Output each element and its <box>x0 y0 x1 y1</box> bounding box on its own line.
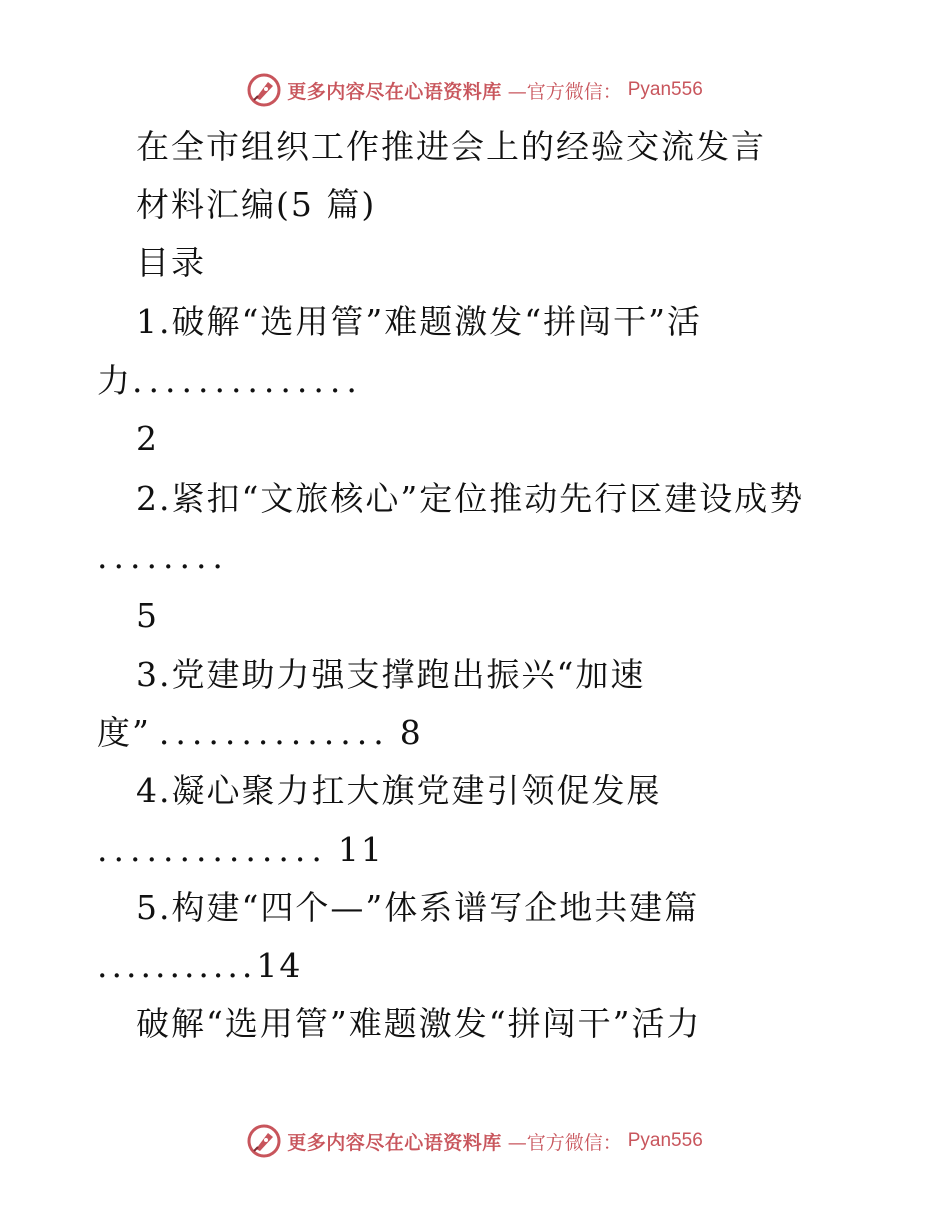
toc-item-3-page: 8 <box>399 713 423 752</box>
toc-item-3-title: 3.党建助力强支撑跑出振兴“加速 <box>136 655 646 694</box>
toc-heading: 目录 <box>136 243 206 282</box>
toc-item-4-dots: .............. <box>97 830 328 869</box>
watermark-footer <box>0 1121 950 1161</box>
pen-nib-logo-icon <box>247 1124 281 1158</box>
toc-item-4-page: 11 <box>337 830 384 869</box>
toc-item-4-leader <box>97 830 384 870</box>
watermark-header <box>0 70 950 110</box>
document-title-line1: 在全市组织工作推进会上的经验交流发言 <box>136 127 766 166</box>
toc-item-5-dots: ........... <box>97 946 257 985</box>
section-heading: 破解“选用管”难题激发“拼闯干”活力 <box>136 1004 702 1043</box>
toc-item-1-dots: .............. <box>132 361 363 400</box>
toc-item-2-leader <box>97 537 229 577</box>
toc-item-1-leader <box>97 361 363 401</box>
watermark-text: 更多内容尽在心语资料库 <box>287 1131 502 1154</box>
toc-item-4-title: 4.凝心聚力扛大旗党建引领促发展 <box>136 771 662 810</box>
toc-item-5-leader <box>97 946 302 986</box>
toc-item-2-page: 5 <box>136 596 159 635</box>
watermark-separator: —官方微信： <box>507 80 622 103</box>
toc-item-5-title: 5.构建“四个—”体系谱写企地共建篇 <box>136 888 700 927</box>
toc-item-3-leader <box>97 713 423 753</box>
watermark-wechat-id: Pyan556 <box>627 1130 703 1151</box>
toc-item-1-continuation: 力 <box>97 361 132 400</box>
watermark-separator: —官方微信： <box>507 1131 622 1154</box>
watermark-text: 更多内容尽在心语资料库 <box>287 80 502 103</box>
toc-item-1-page: 2 <box>136 419 159 458</box>
pen-nib-logo-icon <box>247 73 281 107</box>
toc-item-2-title: 2.紧扣“文旅核心”定位推动先行区建设成势 <box>136 479 805 518</box>
toc-item-3-continuation: 度” <box>97 713 151 752</box>
toc-item-5-page: 14 <box>256 946 303 985</box>
document-title-line2: 材料汇编(5 篇) <box>136 185 377 224</box>
toc-item-2-dots: ........ <box>97 537 229 576</box>
watermark-wechat-id: Pyan556 <box>627 79 703 100</box>
toc-item-1-title: 1.破解“选用管”难题激发“拼闯干”活 <box>136 302 702 341</box>
toc-item-3-dots: .............. <box>158 713 390 752</box>
